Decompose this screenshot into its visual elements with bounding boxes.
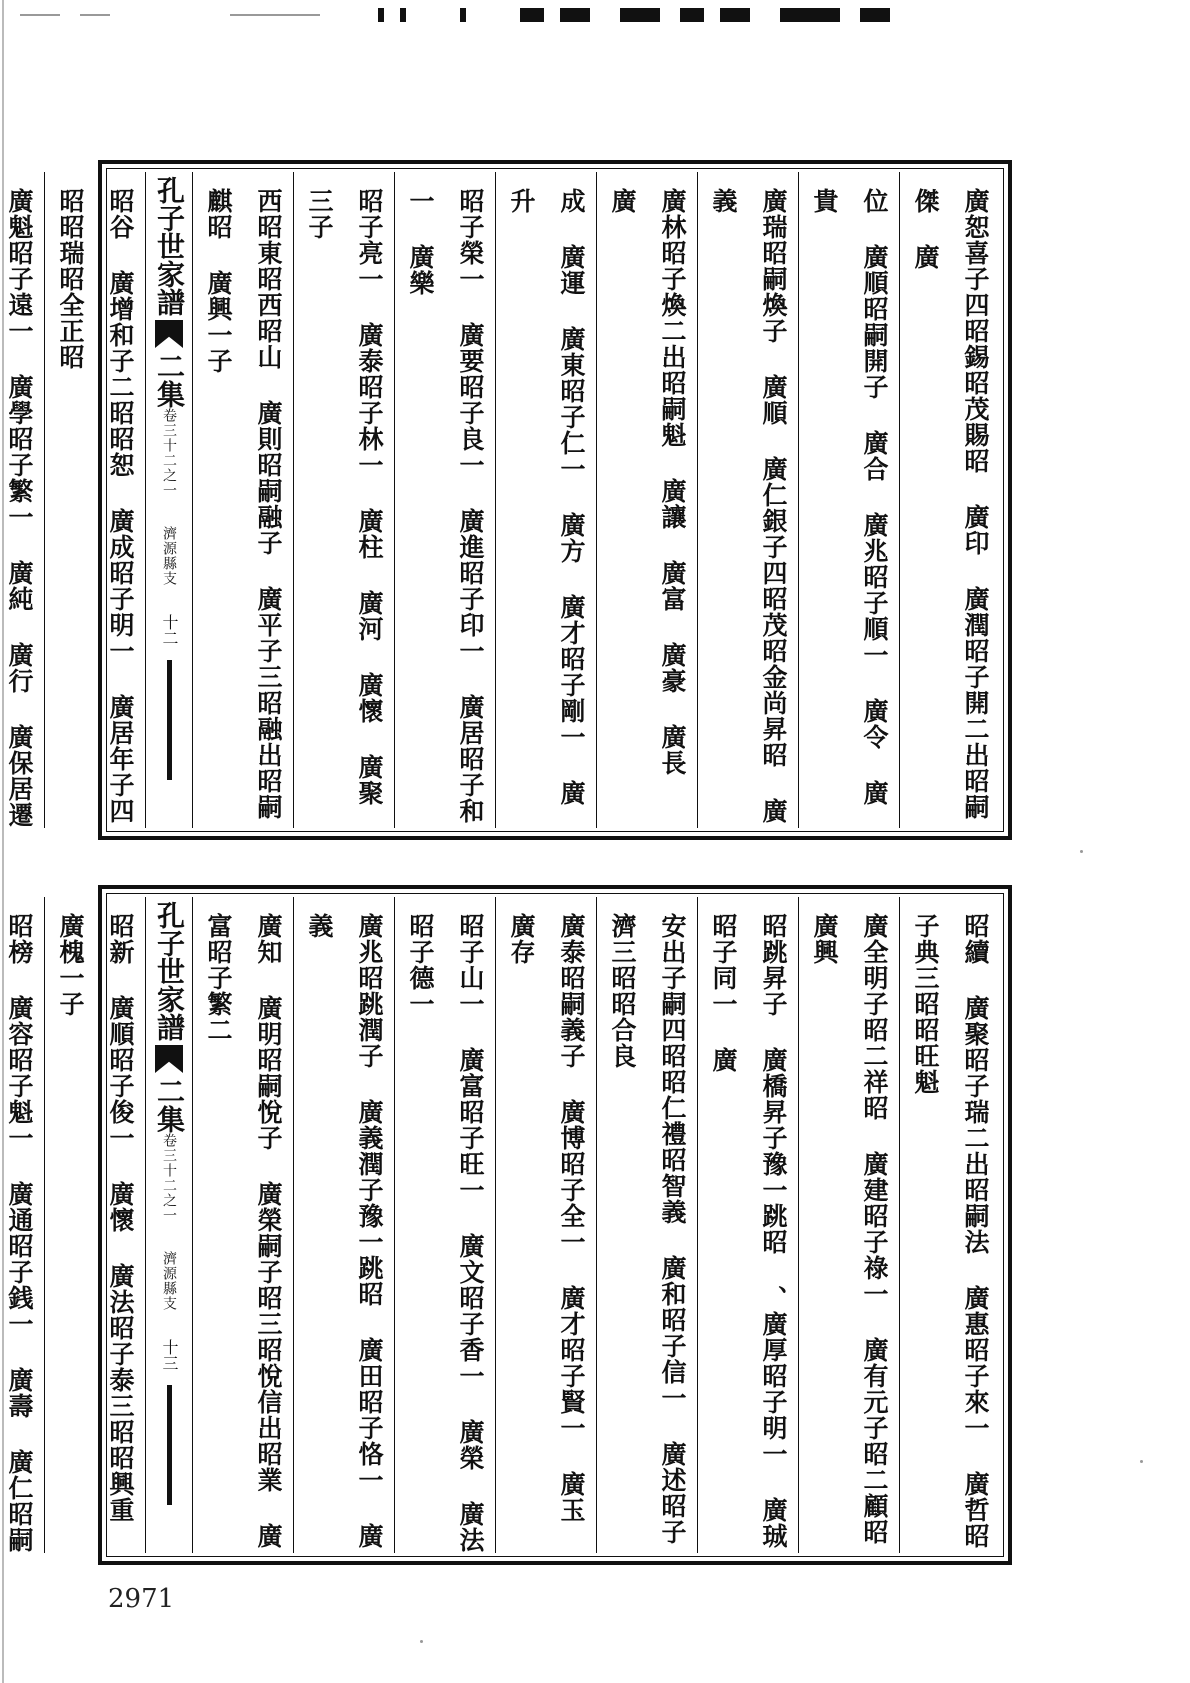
book-title: 孔子世家譜 (153, 901, 186, 1041)
book-title: 孔子世家譜 (153, 176, 186, 316)
fishtail-mark-icon (155, 1045, 183, 1073)
scan-speck (420, 1640, 423, 1643)
volume-label: 二集 (153, 352, 186, 408)
volume-label: 二集 (153, 1077, 186, 1133)
entry-column: 昭子山一 廣富昭子旺一 廣文昭子香一 廣榮 廣法昭子德一 (394, 897, 495, 1553)
columns-container (5, 897, 1000, 1553)
entry-column: 昭續 廣聚昭子瑞二出昭嗣法 廣惠昭子來一 廣哲昭子典三昭昭旺魁 (899, 897, 1000, 1553)
genealogy-page-panel-top (5, 160, 1012, 840)
genealogy-page-panel-bottom (5, 885, 1012, 1565)
entry-column: 廣魁昭子遠一 廣學昭子繁一 廣純 廣行 廣保居遷 (0, 172, 44, 828)
entry-column: 廣全明子昭二祥昭 廣建昭子祿一 廣有元子昭二顧昭 廣興 (798, 897, 899, 1553)
entry-column: 成 廣運 廣東昭子仁一 廣方 廣才昭子剛一 廣升 (495, 172, 596, 828)
entry-column: 昭谷 廣增和子二昭昭恕 廣成昭子明一 廣居年子四昭昭瑞昭全正昭 (44, 172, 145, 828)
folio-number: 十二 (160, 614, 179, 646)
entry-column: 廣瑞昭嗣煥子 廣順 廣仁銀子四昭茂昭金尚昇昭 廣義 (697, 172, 798, 828)
folio-number: 十三 (160, 1339, 179, 1371)
center-fold-column (145, 172, 192, 828)
entry-column: 西昭東昭西昭山 廣則昭嗣融子 廣平子三昭融出昭嗣麒昭 廣興一子 (192, 172, 293, 828)
page-number: 2971 (108, 1584, 175, 1614)
scan-speck (1080, 850, 1083, 853)
columns-container (5, 172, 1000, 828)
entry-column: 安出子嗣四昭昭仁禮昭智義 廣和昭子信一 廣述昭子濟三昭昭合良 (596, 897, 697, 1553)
center-rule (167, 1385, 172, 1505)
entry-column: 昭子榮一 廣要昭子良一 廣進昭子印一 廣居昭子和一 廣樂 (394, 172, 495, 828)
scan-speck (1140, 1460, 1143, 1463)
center-rule (167, 660, 172, 780)
chapter-label: 卷三十二之一 (161, 408, 177, 498)
entry-column: 位 廣順昭嗣開子 廣合 廣兆昭子順一 廣令 廣貴 (798, 172, 899, 828)
entry-column: 昭子亮一 廣泰昭子林一 廣柱 廣河 廣懷 廣聚三子 (293, 172, 394, 828)
entry-column: 昭榜 廣容昭子魁一 廣通昭子銭一 廣壽 廣仁昭嗣 (0, 897, 44, 1553)
entry-column: 廣兆昭跳潤子 廣義潤子豫一跳昭 廣田昭子恪一 廣義 (293, 897, 394, 1553)
entry-column: 昭新 廣順昭子俊一 廣懷 廣法昭子泰三昭昭興重 廣槐一子 (44, 897, 145, 1553)
entry-column: 廣恕喜子四昭錫昭茂賜昭 廣印 廣潤昭子開二出昭嗣傑 廣 (899, 172, 1000, 828)
entry-column: 昭跳昇子 廣橋昇子豫一跳昭 、廣厚昭子明一 廣珹昭子同一 廣 (697, 897, 798, 1553)
branch-label: 濟源縣支 (161, 526, 177, 586)
fishtail-mark-icon (155, 320, 183, 348)
entry-column: 廣泰昭嗣義子 廣博昭子全一 廣才昭子賢一 廣玉 廣存 (495, 897, 596, 1553)
center-fold-column (145, 897, 192, 1553)
entry-column: 廣林昭子煥二出昭嗣魁 廣讓 廣富 廣豪 廣長 廣 (596, 172, 697, 828)
top-margin-marks (20, 6, 930, 26)
entry-column: 廣知 廣明昭嗣悅子 廣榮嗣子昭三昭悅信出昭業 廣富昭子繁二 (192, 897, 293, 1553)
chapter-label: 卷三十二之一 (161, 1133, 177, 1223)
branch-label: 濟源縣支 (161, 1251, 177, 1311)
